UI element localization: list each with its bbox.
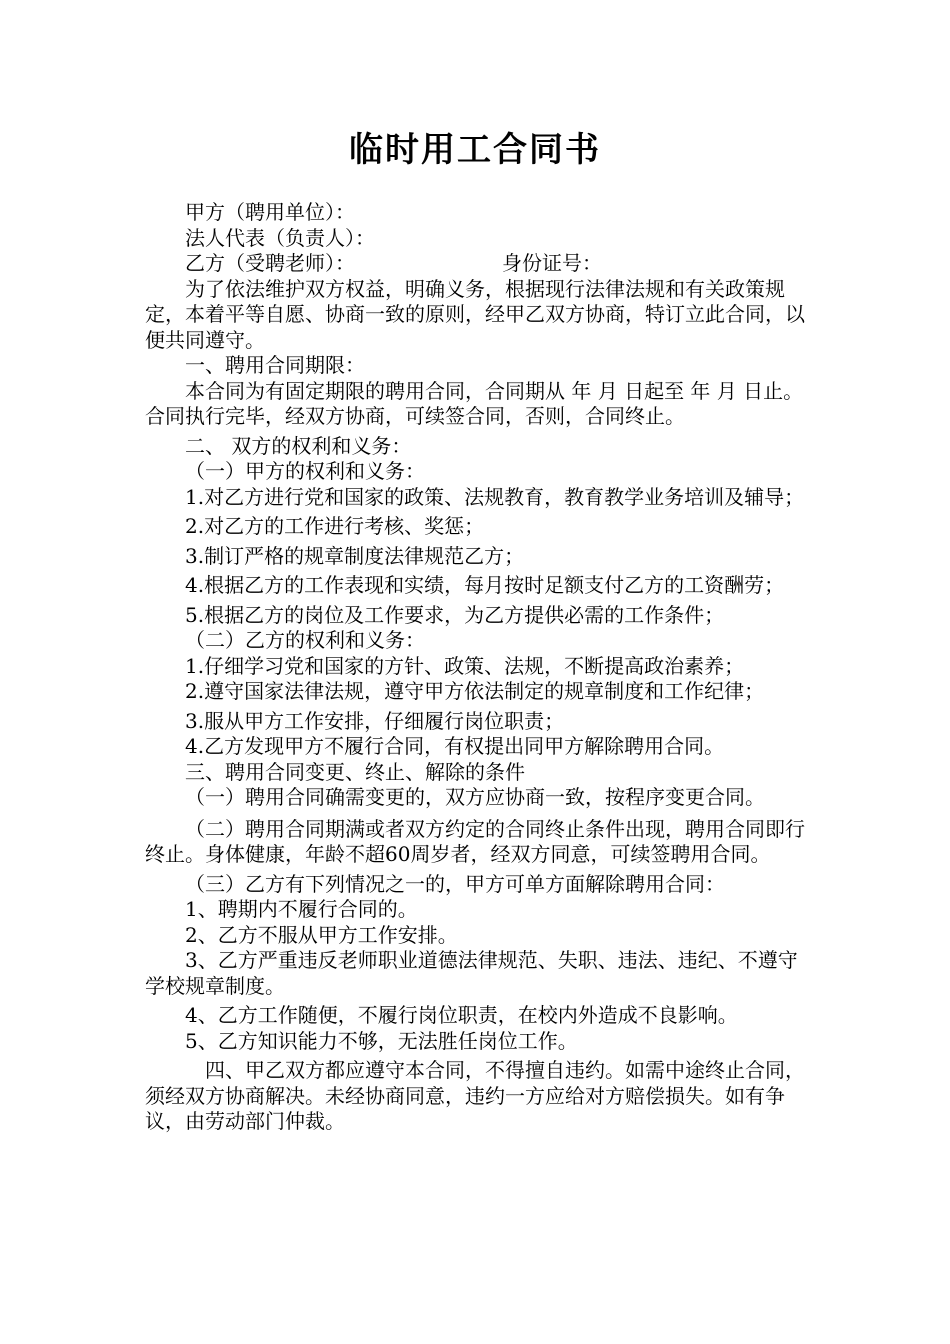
document-body <box>145 200 805 1135</box>
list-item: 5.根据乙方的岗位及工作要求，为乙方提供必需的工作条件； <box>185 602 725 627</box>
list-item: 5、乙方知识能力不够，无法胜任岗位工作。 <box>185 1028 578 1053</box>
party-b-label: 乙方（受聘老师）： <box>185 251 355 275</box>
list-item: 4、乙方工作随便，不履行岗位职责，在校内外造成不良影响。 <box>185 1003 738 1027</box>
list-item: 3、乙方严重违反老师职业道德法律规范、失职、违法、违纪、不遵守学校规章制度。 <box>145 948 798 998</box>
list-item: 1.对乙方进行党和国家的政策、法规教育，教育教学业务培训及辅导； <box>185 484 805 509</box>
party-a-line: 甲方（聘用单位）： <box>185 200 355 224</box>
list-item: 3.服从甲方工作安排，仔细履行岗位职责； <box>185 708 565 733</box>
legal-rep-line: 法人代表（负责人）： <box>185 225 375 250</box>
preamble: 为了依法维护双方权益，明确义务，根据现行法律法规和有关政策规定，本着平等自愿、协商一致的原则，经甲乙双方协商，特订立此合同，以便共同遵守。 <box>145 276 805 352</box>
list-item: 2.遵守国家法律法规，遵守甲方依法制定的规章制度和工作纪律； <box>185 679 765 703</box>
section2-title: 二、 双方的权利和义务： <box>185 433 412 458</box>
section1-body: 本合同为有固定期限的聘用合同，合同期从 年 月 日起至 年 月 日止。合同执行完毕，经双方协商，可续签合同，否则，合同终止。 <box>145 378 804 428</box>
list-item: 4.乙方发现甲方不履行合同，有权提出同甲方解除聘用合同。 <box>185 734 725 758</box>
list-item: 1、聘期内不履行合同的。 <box>185 897 418 921</box>
section4-paragraph: 四、甲乙双方都应遵守本合同，不得擅自违约。如需中途终止合同，须经双方协商解决。未经协商同意，违约一方应给对方赔偿损失。如有争议，由劳动部门仲裁。 <box>145 1058 805 1133</box>
section3-paragraph: （三）乙方有下列情况之一的，甲方可单方面解除聘用合同： <box>185 871 725 896</box>
section3-paragraph: （二）聘用合同期满或者双方约定的合同终止条件出现，聘用合同即行终止。身体健康，年龄不超60周岁者，经双方同意，可续签聘用合同。 <box>145 816 805 866</box>
list-item: 1.仔细学习党和国家的方针、政策、法规，不断提高政治素养； <box>185 653 745 678</box>
list-item: 3.制订严格的规章制度法律规范乙方； <box>185 543 525 568</box>
section2-a-title: （一）甲方的权利和义务： <box>185 459 425 483</box>
section1-title: 一、聘用合同期限： <box>185 353 365 377</box>
list-item: 2、乙方不服从甲方工作安排。 <box>185 922 458 947</box>
party-b-line <box>145 251 805 277</box>
id-number-label: 身份证号： <box>502 251 602 275</box>
list-item: 2.对乙方的工作进行考核、奖惩； <box>185 514 485 538</box>
list-item: 4.根据乙方的工作表现和实绩，每月按时足额支付乙方的工资酬劳； <box>185 573 785 597</box>
section3-title: 三、聘用合同变更、终止、解除的条件 <box>185 759 525 784</box>
section2-b-title: （二）乙方的权利和义务： <box>185 628 425 652</box>
section3-paragraph: （一）聘用合同确需变更的，双方应协商一致，按程序变更合同。 <box>185 785 765 809</box>
document-title: 临时用工合同书 <box>349 130 601 170</box>
